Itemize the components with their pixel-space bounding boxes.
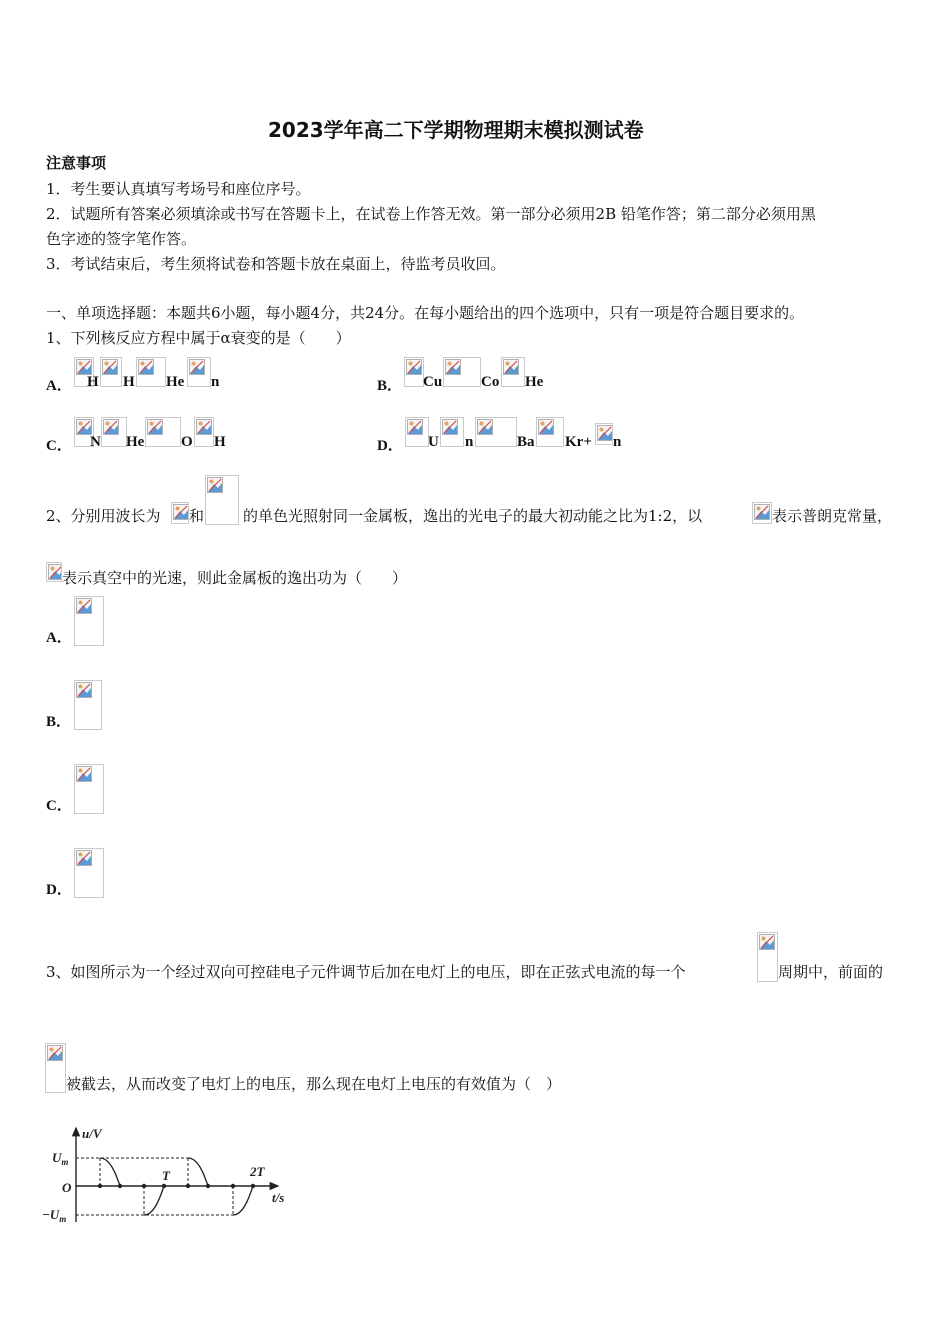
q2-option-c-label[interactable]: C．: [46, 798, 72, 814]
axis-dot: [251, 1184, 255, 1188]
q2-option-a-label[interactable]: A．: [46, 630, 72, 646]
broken-image-icon: [74, 764, 104, 814]
broken-image-icon: [74, 848, 104, 898]
q1-d-part: n: [613, 434, 622, 450]
q2-stem-c: 的单色光照射同一金属板，逸出的光电子的最大初动能之比为1:2，以: [243, 507, 703, 525]
broken-image-icon: [757, 932, 778, 982]
y-axis-label: u/V: [82, 1126, 102, 1141]
section-heading: 一、单项选择题：本题共6小题，每小题4分，共24分。在每小题给出的四个选项中，只有一项是符合题目要求的。: [46, 304, 805, 322]
q2-stem-d: 表示普朗克常量，: [772, 507, 893, 525]
q2-stem-e: 表示真空中的光速，则此金属板的逸出功为（ ）: [62, 569, 408, 587]
q1-d-part: U: [428, 434, 439, 450]
q3-stem-c: 被截去，从而改变了电灯上的电压，那么现在电灯上电压的有效值为（ ）: [66, 1075, 562, 1093]
broken-image-icon: [405, 417, 429, 447]
notice-item-2-cont: 色字迹的签字笔作答。: [46, 230, 197, 248]
axis-dot: [206, 1184, 210, 1188]
axis-dot: [162, 1184, 166, 1188]
q3-stem-a: 3、如图所示为一个经过双向可控硅电子元件调节后加在电灯上的电压，即在正弦式电流的每一个: [46, 963, 686, 981]
q1-c-part: N: [90, 434, 101, 450]
q1-a-part: H: [123, 374, 135, 390]
q1-c-part: H: [214, 434, 226, 450]
q1-option-c-label[interactable]: C．: [46, 438, 72, 454]
q1-a-part: n: [211, 374, 220, 390]
page-title: 2023学年高二下学期物理期末模拟测试卷: [268, 118, 644, 142]
q1-b-part: Cu: [423, 374, 443, 390]
neg-um-label: $-U_m$: [42, 1207, 67, 1224]
waveform-negative-2: [233, 1186, 253, 1215]
q1-d-part: Kr+: [565, 434, 592, 450]
waveform-positive-1: [100, 1158, 120, 1186]
broken-image-icon: [205, 475, 239, 525]
q1-option-a-label[interactable]: A．: [46, 378, 72, 394]
axis-dot: [118, 1184, 122, 1188]
q1-option-d-label[interactable]: D．: [377, 438, 403, 454]
broken-image-icon: [46, 562, 62, 582]
q3-stem-b: 周期中，前面的: [778, 963, 884, 981]
broken-image-icon: [595, 423, 613, 445]
q1-d-part: Ba: [517, 434, 535, 450]
broken-image-icon: [443, 357, 481, 387]
broken-image-icon: [194, 417, 214, 447]
q2-option-d-label[interactable]: D．: [46, 882, 72, 898]
broken-image-icon: [136, 357, 166, 387]
axis-dot: [231, 1184, 235, 1188]
broken-image-icon: [101, 417, 127, 447]
q1-a-part: H: [87, 374, 99, 390]
q2-option-b-label[interactable]: B．: [46, 714, 72, 730]
q1-c-part: O: [181, 434, 193, 450]
broken-image-icon: [145, 417, 181, 447]
q2-stem-a: 2、分别用波长为: [46, 507, 161, 525]
broken-image-icon: [752, 502, 772, 524]
q1-d-part: n: [465, 434, 474, 450]
broken-image-icon: [475, 417, 517, 447]
waveform-negative-1: [144, 1186, 164, 1215]
q1-c-part: He: [126, 434, 145, 450]
q1-stem: 1、下列核反应方程中属于α衰变的是（ ）: [46, 329, 351, 347]
waveform-positive-2: [188, 1158, 208, 1186]
t-label: T: [162, 1168, 170, 1183]
notice-heading: 注意事项: [46, 154, 107, 172]
broken-image-icon: [187, 357, 211, 387]
axis-dot: [142, 1184, 146, 1188]
notice-item-3: 3．考试结束后，考生须将试卷和答题卡放在桌面上，待监考员收回。: [46, 255, 506, 273]
q2-stem-b: 和: [189, 507, 205, 525]
um-label: $U_m$: [52, 1150, 69, 1167]
broken-image-icon: [171, 502, 189, 524]
q1-option-b-label[interactable]: B．: [377, 378, 403, 394]
broken-image-icon: [440, 417, 464, 447]
broken-image-icon: [501, 357, 525, 387]
broken-image-icon: [404, 357, 424, 387]
broken-image-icon: [536, 417, 564, 447]
axis-dot: [186, 1184, 190, 1188]
q1-b-part: He: [525, 374, 544, 390]
broken-image-icon: [74, 680, 102, 730]
axis-dot: [98, 1184, 102, 1188]
broken-image-icon: [100, 357, 122, 387]
notice-item-2: 2．试题所有答案必须填涂或书写在答题卡上，在试卷上作答无效。第一部分必须用2B 铅笔作答；第二部分必须用黑: [46, 205, 816, 223]
2t-label: 2T: [250, 1164, 265, 1179]
broken-image-icon: [45, 1043, 66, 1093]
broken-image-icon: [74, 596, 104, 646]
q1-b-part: Co: [481, 374, 500, 390]
notice-item-1: 1．考生要认真填写考场号和座位序号。: [46, 180, 311, 198]
origin-label: O: [62, 1180, 72, 1195]
voltage-graph: [40, 1122, 300, 1227]
q1-a-part: He: [166, 374, 185, 390]
x-axis-label: t/s: [272, 1190, 285, 1205]
